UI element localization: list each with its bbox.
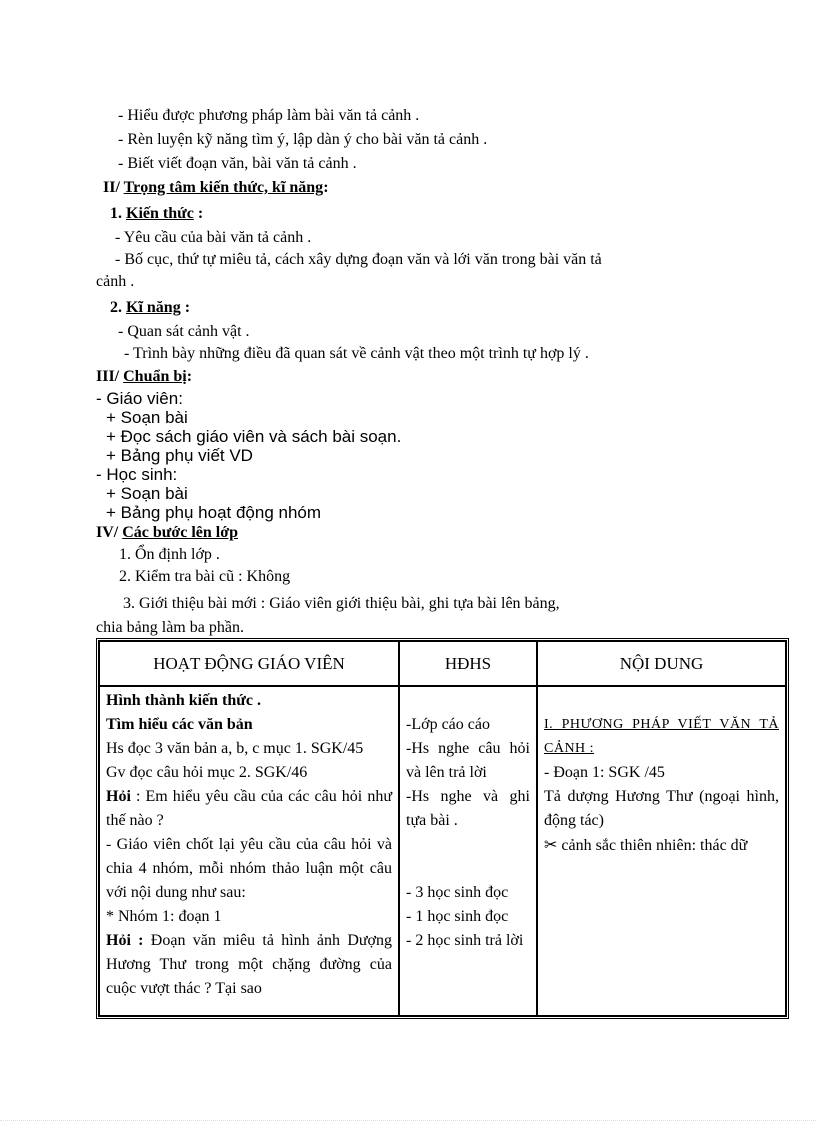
section-4-heading: IV/ Các bước lên lớp: [96, 524, 238, 541]
objective-3: - Biết viết đoạn văn, bài văn tả cảnh .: [118, 155, 357, 172]
header-teacher: HOẠT ĐỘNG GIÁO VIÊN: [99, 641, 399, 686]
step-1: 1. Ổn định lớp .: [119, 546, 220, 563]
teacher-question-1: Hỏi : Em hiểu yêu cầu của các câu hỏi như thế nào ?: [106, 788, 392, 829]
prep-line-6: + Soạn bài: [106, 484, 188, 503]
knowledge-item-1: - Yêu cầu của bài văn tả cảnh .: [115, 229, 312, 246]
teacher-title-2: Tìm hiểu các văn bản: [106, 716, 253, 733]
section-2-heading: II/ Trọng tâm kiến thức, kĩ năng:: [103, 179, 329, 196]
header-content: NỘI DUNG: [537, 641, 786, 686]
teacher-question-2: Hỏi : Đoạn văn miêu tả hình ảnh Dượng Hương Thư trong một chặng đường của cuộc vượt thác ? Tại sao: [106, 932, 392, 997]
prep-line-1: - Giáo viên:: [96, 389, 183, 408]
teacher-p1: Hs đọc 3 văn bản a, b, c mục 1. SGK/45: [106, 740, 364, 757]
scissors-icon: ✂: [544, 835, 558, 854]
knowledge-heading: 1. Kiến thức :: [110, 205, 204, 222]
skills-heading: 2. Kĩ năng :: [110, 299, 191, 316]
objective-1: - Hiểu được phương pháp làm bài văn tả cảnh .: [118, 107, 420, 124]
prep-line-2: + Soạn bài: [106, 408, 188, 427]
teacher-p2: Gv đọc câu hỏi mục 2. SGK/46: [106, 764, 308, 781]
header-students: HĐHS: [399, 641, 537, 686]
students-e: - 1 học sinh đọc: [406, 908, 509, 925]
content-heading: I. PHƯƠNG PHÁP VIẾT VĂN TẢ CẢNH :: [544, 717, 779, 756]
knowledge-item-2: - Bố cục, thứ tự miêu tả, cách xây dựng đoạn văn và lới văn trong bài văn tả: [115, 251, 602, 268]
students-c: -Hs nghe và ghi tựa bài .: [406, 788, 530, 829]
content-line-1: - Đoạn 1: SGK /45: [544, 764, 665, 781]
teacher-cell: [99, 686, 399, 1016]
step-2: 2. Kiểm tra bài cũ : Không: [119, 568, 291, 585]
content-line-2: Tả dượng Hương Thư (ngoại hình, động tác): [544, 788, 779, 829]
table-row: [99, 686, 786, 1016]
students-cell: [399, 686, 537, 1016]
skills-item-2: - Trình bày những điều đã quan sát về cảnh vật theo một trình tự hợp lý .: [124, 345, 589, 362]
prep-line-5: - Học sinh:: [96, 465, 178, 484]
teacher-p3: - Giáo viên chốt lại yêu cầu của câu hỏi và chia 4 nhóm, mỗi nhóm thảo luận một câu với nội dung như sau:: [106, 836, 392, 901]
students-d: - 3 học sinh đọc: [406, 884, 509, 901]
section-3-heading: III/ Chuẩn bị:: [96, 368, 193, 385]
prep-line-3: + Đọc sách giáo viên và sách bài soạn.: [106, 427, 402, 446]
prep-line-4: + Bảng phụ viết VD: [106, 446, 253, 465]
teacher-title-1: Hình thành kiến thức .: [106, 692, 261, 709]
teacher-p4: * Nhóm 1: đoạn 1: [106, 908, 222, 925]
knowledge-item-2-cont: cảnh .: [96, 273, 135, 290]
step-3: 3. Giới thiệu bài mới : Giáo viên giới thiệu bài, ghi tựa bài lên bảng,: [123, 595, 560, 612]
page-bottom-divider: [0, 1120, 816, 1121]
table-header-row: [99, 641, 786, 686]
lesson-table: [96, 638, 789, 1019]
students-b: -Hs nghe câu hỏi và lên trả lời: [406, 740, 530, 781]
objective-2: - Rèn luyện kỹ năng tìm ý, lập dàn ý cho bài văn tả cảnh .: [118, 131, 488, 148]
step-3-cont: chia bảng làm ba phần.: [96, 619, 244, 636]
skills-item-1: - Quan sát cảnh vật .: [118, 323, 250, 340]
students-f: - 2 học sinh trả lời: [406, 932, 524, 949]
prep-line-7: + Bảng phụ hoạt động nhóm: [106, 503, 322, 522]
content-cell: [537, 686, 786, 1016]
content-line-3: ✂ cảnh sắc thiên nhiên: thác dữ: [544, 835, 748, 854]
students-a: -Lớp cáo cáo: [406, 716, 490, 733]
